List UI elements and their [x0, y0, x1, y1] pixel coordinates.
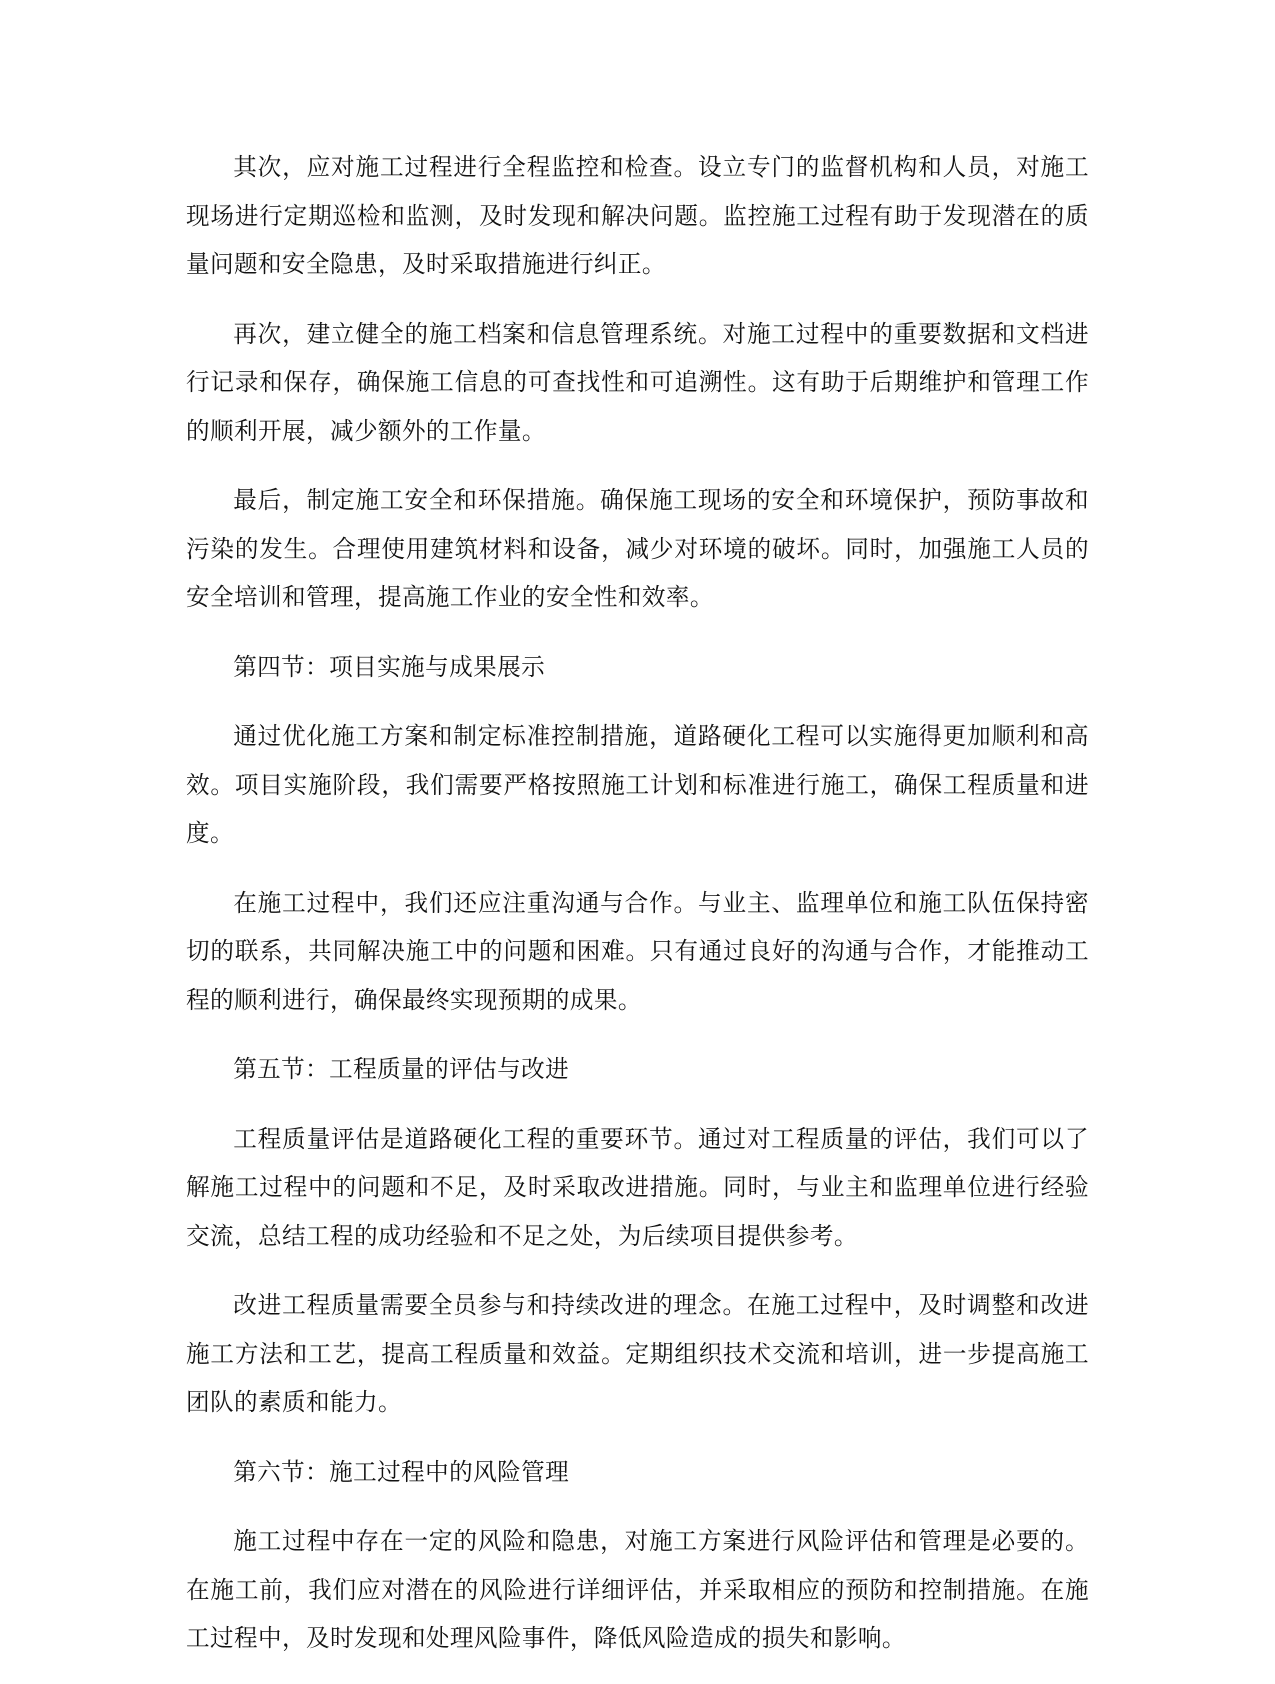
paragraph-quality-evaluation: 工程质量评估是道路硬化工程的重要环节。通过对工程质量的评估，我们可以了解施工过程中的问题和不足，及时采取改进措施。同时，与业主和监理单位进行经验交流，总结工程的成功经验和不足之处，为后续项目提供参考。: [186, 1124, 1089, 1250]
paragraph-safety: 最后，制定施工安全和环保措施。确保施工现场的安全和环境保护，预防事故和污染的发生。合理使用建筑材料和设备，减少对环境的破坏。同时，加强施工人员的安全培训和管理，提高施工作业的安全性和效率。: [186, 486, 1089, 611]
section-heading-6: 第六节：施工过程中的风险管理: [233, 1457, 570, 1486]
paragraph-communication: 在施工过程中，我们还应注重沟通与合作。与业主、监理单位和施工队伍保持密切的联系，共同解决施工中的问题和困难。只有通过良好的沟通与合作，才能推动工程的顺利进行，确保最终实现预期的成果。: [186, 888, 1089, 1014]
section-heading-4: 第四节：项目实施与成果展示: [233, 652, 546, 681]
paragraph-monitoring: 其次，应对施工过程进行全程监控和检查。设立专门的监督机构和人员，对施工现场进行定期巡检和监测，及时发现和解决问题。监控施工过程有助于发现潜在的质量问题和安全隐患，及时采取措施进行纠正。: [186, 153, 1089, 278]
paragraph-risk-management: 施工过程中存在一定的风险和隐患，对施工方案进行风险评估和管理是必要的。在施工前，我们应对潜在的风险进行详细评估，并采取相应的预防和控制措施。在施工过程中，及时发现和处理风险事件，降低风险造成的损失和影响。: [186, 1527, 1089, 1652]
section-heading-5: 第五节：工程质量的评估与改进: [233, 1055, 570, 1083]
paragraph-implementation: 通过优化施工方案和制定标准控制措施，道路硬化工程可以实施得更加顺利和高效。项目实施阶段，我们需要严格按照施工计划和标准进行施工，确保工程质量和进度。: [186, 722, 1089, 847]
paragraph-quality-improvement: 改进工程质量需要全员参与和持续改进的理念。在施工过程中，及时调整和改进施工方法和工艺，提高工程质量和效益。定期组织技术交流和培训，进一步提高施工团队的素质和能力。: [186, 1291, 1089, 1416]
document-body: [186, 143, 1089, 1684]
paragraph-records: 再次，建立健全的施工档案和信息管理系统。对施工过程中的重要数据和文档进行记录和保存，确保施工信息的可查找性和可追溯性。这有助于后期维护和管理工作的顺利开展，减少额外的工作量。: [186, 319, 1089, 445]
